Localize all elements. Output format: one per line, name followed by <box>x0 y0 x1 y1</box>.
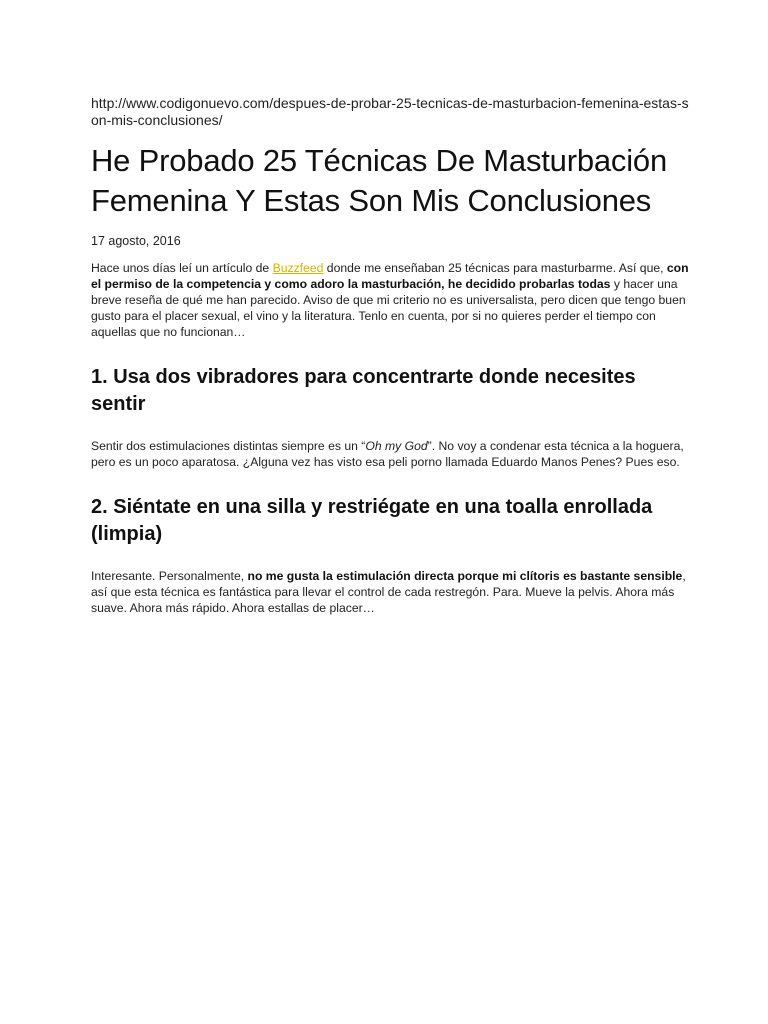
section-1-text-1: Sentir dos estimulaciones distintas siempre es un “ <box>91 439 366 453</box>
intro-text-2: donde me enseñaban 25 técnicas para masturbarme. Así que, <box>323 261 667 275</box>
section-2-paragraph <box>91 568 691 616</box>
intro-bold-text: con el permiso de la competencia y como adoro la masturbación, he decidido probarlas todas <box>91 261 689 291</box>
section-2-text-1: Interesante. Personalmente, <box>91 569 248 583</box>
section-1-paragraph <box>91 438 691 470</box>
intro-text-1: Hace unos días leí un artículo de <box>91 261 273 275</box>
intro-text-3: y hacer una breve reseña de qué me han parecido. Aviso de que mi criterio no es universalista, pero dicen que tengo buen gusto para el placer sexual, el vino y la literatura. Tenlo en cuenta, por si no quieres perder el tiempo con aquellas que no funcionan… <box>91 277 686 339</box>
section-2-heading: 2. Siéntate en una silla y restriégate en una toalla enrollada (limpia) <box>91 496 653 545</box>
section-1-text-2: ”. No voy a condenar esta técnica a la hoguera, pero es un poco aparatosa. ¿Alguna vez has visto esa peli porno llamada Eduardo Manos Penes? Pues eso. <box>91 439 684 469</box>
section-1-heading: 1. Usa dos vibradores para concentrarte donde necesites sentir <box>91 366 636 415</box>
buzzfeed-link[interactable]: Buzzfeed <box>272 261 324 275</box>
section-2-bold-text: no me gusta la estimulación directa porque mi clítoris es bastante sensible <box>247 569 683 583</box>
document-page <box>91 95 691 616</box>
intro-paragraph <box>91 260 691 340</box>
section-1-italic-text: Oh my God <box>365 439 428 453</box>
source-url: http://www.codigonuevo.com/despues-de-probar-25-tecnicas-de-masturbacion-femenina-estas-son-mis-conclusiones/ <box>91 95 689 128</box>
article-date: 17 agosto, 2016 <box>91 234 181 248</box>
section-2-text-2: , así que esta técnica es fantástica para llevar el control de cada restregón. Para. Mueve la pelvis. Ahora más suave. Ahora más rápido. Ahora estallas de placer… <box>91 569 686 615</box>
article-title: He Probado 25 Técnicas De Masturbación Femenina Y Estas Son Mis Conclusiones <box>91 143 667 218</box>
